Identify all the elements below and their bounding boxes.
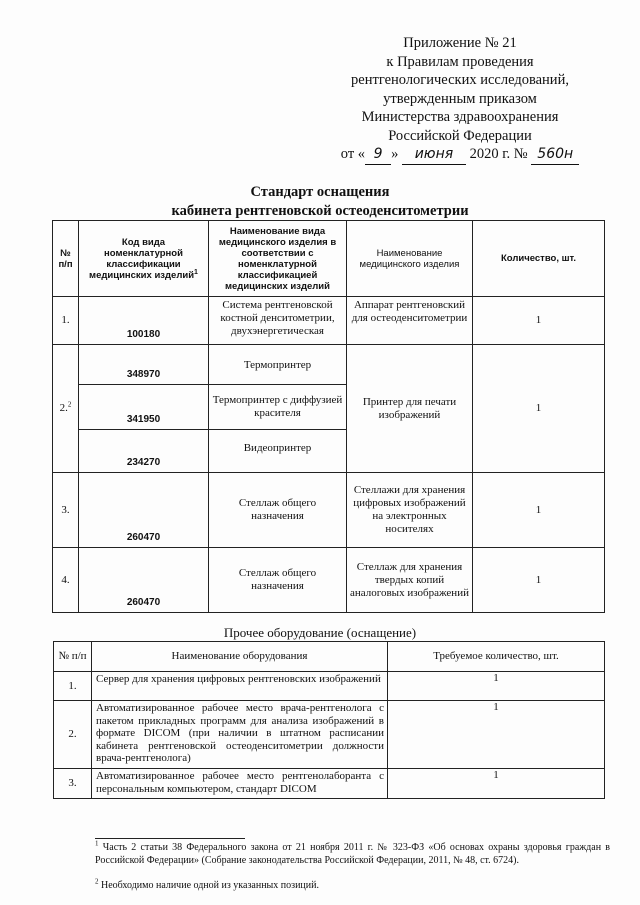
table-row <box>53 473 605 548</box>
kind-cell: Система рентгеновской костной денситометрии, двухэнергетическая <box>209 297 347 345</box>
row-number: 3. <box>53 473 79 548</box>
kind-cell: Термопринтер <box>209 345 347 385</box>
name-cell: Автоматизированное рабочее место рентгенолаборанта с персональным компьютером, стандарт DICOM <box>92 769 388 799</box>
header-line: рентгенологических исследований, <box>351 72 569 88</box>
name-cell: Сервер для хранения цифровых рентгеновских изображений <box>92 672 388 701</box>
appendix-header <box>330 34 590 165</box>
kind-cell: Термопринтер с диффузией красителя <box>209 385 347 430</box>
table-row <box>54 769 605 799</box>
order-date-line <box>330 145 590 165</box>
equipment-table <box>52 220 605 613</box>
qty-cell: 1 <box>388 769 605 799</box>
row-number <box>53 345 79 473</box>
table-row <box>53 297 605 345</box>
footnote-2 <box>95 877 610 893</box>
row-number: 1. <box>54 672 92 701</box>
header-line: Российской Федерации <box>388 127 532 144</box>
kind-cell: Видеопринтер <box>209 430 347 473</box>
table-row <box>53 548 605 613</box>
footnote-text: Часть 2 статьи 38 Федерального закона от 21 ноября 2011 г. № 323-ФЗ «Об основах охраны здоровья граждан в Российской Федерации» (Собрание законодательства Российской Федерации, 2011, № 48, ст. 6724). <box>95 842 611 866</box>
appendix-number: Приложение № 21 <box>403 35 517 51</box>
date-year: 2020 г. № <box>469 146 528 162</box>
footnote-1 <box>95 839 611 867</box>
handwritten-order-number: 560н <box>531 145 579 165</box>
header-line: утвержденным приказом <box>383 90 537 107</box>
table-header-row <box>53 221 605 297</box>
code-cell: 100180 <box>79 297 209 345</box>
name-cell: Стеллажи для хранения цифровых изображений на электронных носителях <box>347 473 473 548</box>
section-title: Прочее оборудование (оснащение) <box>223 625 417 640</box>
other-equipment-table <box>53 641 605 799</box>
code-cell: 348970 <box>79 345 209 385</box>
kind-cell: Стеллаж общего назначения <box>209 548 347 613</box>
qty-cell: 1 <box>388 672 605 701</box>
qty-cell: 1 <box>473 345 605 473</box>
col-header-name: Наименование медицинского изделия <box>347 221 473 297</box>
footnote-ref: 1 <box>194 268 198 276</box>
page-subtitle: кабинета рентгеновской остеоденситометрии <box>171 203 469 219</box>
table-row <box>54 701 605 769</box>
col-header-kind: Наименование вида медицинского изделия в соответствии с номенклатурной классификацией медицинских изделий <box>209 221 347 297</box>
name-cell: Аппарат рентгеновский для остеоденситометрии <box>347 297 473 345</box>
col-header-num: № п/п <box>53 221 79 297</box>
handwritten-month: июня <box>402 145 466 165</box>
col-header-name: Наименование оборудования <box>92 642 388 672</box>
code-cell: 234270 <box>79 430 209 473</box>
kind-cell: Стеллаж общего назначения <box>209 473 347 548</box>
footnote-text: Необходимо наличие одной из указанных позиций. <box>101 880 319 891</box>
table-row <box>54 672 605 701</box>
table-header-row <box>54 642 605 672</box>
col-header-qty: Требуемое количество, шт. <box>388 642 605 672</box>
qty-cell: 1 <box>473 548 605 613</box>
row-number: 1. <box>53 297 79 345</box>
header-line: Министерства здравоохранения <box>361 109 559 125</box>
qty-cell: 1 <box>388 701 605 769</box>
name-cell: Стеллаж для хранения твердых копий аналоговых изображений <box>347 548 473 613</box>
name-cell: Автоматизированное рабочее место врача-рентгенолога с пакетом прикладных программ для анализа изображений в формате DICOM (при наличии в штатном расписании кабинета рентгеновской остеоденситометрии должности врача-рентгенолога) <box>92 701 388 769</box>
row-number-text: 2. <box>59 402 68 414</box>
code-cell: 341950 <box>79 385 209 430</box>
footnote-mark: 1 <box>95 839 99 848</box>
date-prefix: от « <box>340 146 366 162</box>
qty-cell: 1 <box>473 297 605 345</box>
col-header-num: № п/п <box>54 642 92 672</box>
footnote-divider <box>95 838 245 839</box>
row-number: 3. <box>54 769 92 799</box>
col-header-qty: Количество, шт. <box>473 221 605 297</box>
date-quote: » <box>391 146 399 162</box>
page-title: Стандарт оснащения <box>250 184 390 200</box>
name-cell: Принтер для печати изображений <box>347 345 473 473</box>
code-cell: 260470 <box>79 548 209 613</box>
col-header-code <box>79 221 209 297</box>
col-header-code-text: Код вида номенклатурной классификации медицинских изделий <box>89 236 195 281</box>
row-number: 2. <box>54 701 92 769</box>
table-row <box>53 345 605 385</box>
handwritten-day: 9 <box>365 145 391 165</box>
qty-cell: 1 <box>473 473 605 548</box>
header-line: к Правилам проведения <box>386 53 534 70</box>
footnote-ref: 2 <box>67 400 72 409</box>
code-cell: 260470 <box>79 473 209 548</box>
row-number: 4. <box>53 548 79 613</box>
footnote-mark: 2 <box>95 877 99 886</box>
